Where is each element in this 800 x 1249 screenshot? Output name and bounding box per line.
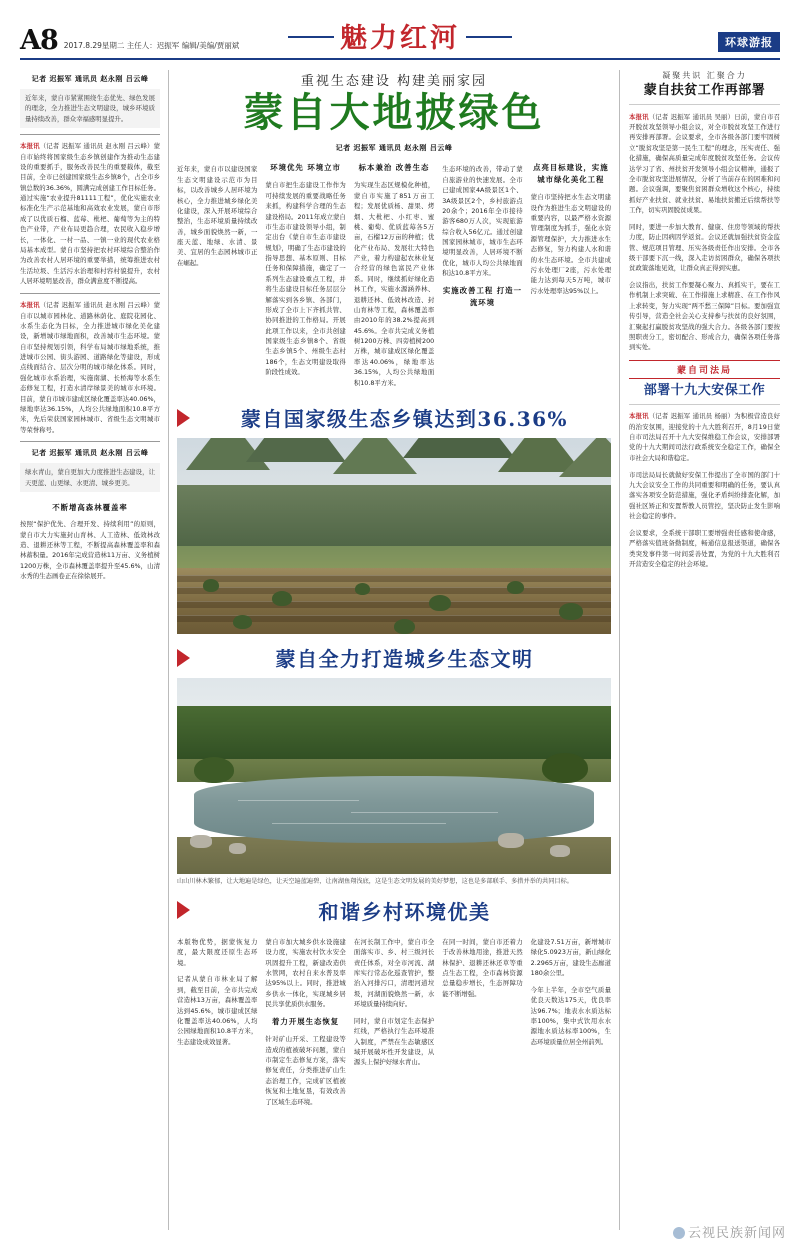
main-headline: 蒙自大地披绿色 [243, 89, 545, 136]
section-3-title: 和谐乡村环境优美 [318, 899, 491, 924]
main-article-columns [177, 158, 611, 394]
right-article-1-text-2: 同时，要进一步加大教育、健康、住房等领域的帮扶力度，防止因病因学返贫。会议还就加强扶贫资金监管、规范项目管理、压实各级责任作出安排。全市各级干部要下沉一线，深入走访贫困群众，确保各项扶贫政策落地见效，让群众真正得到实惠。 [629, 222, 780, 273]
section-1-title: 蒙自国家级生态乡镇达到36.36% [240, 407, 569, 432]
main-col-5-text: 蒙自市坚持把水生态文明建设作为推进生态文明建设的重要内容，以最严格水资源管理制度为抓手，强化水资源管理保护，大力推进水生态修复，努力构建人水和谐的水生态环境。全市共建成污水处理厂2座，污水处理能力达到每天5万吨，城市污水处理率达95%以上。 [530, 193, 612, 295]
left-article-1-text: 蒙自市始终将国家级生态乡镇创建作为推动生态建设的重要抓手，服务改善民生的重要载体，截至目前，全市已创建国家级生态乡镇8个，占全市乡镇总数的36.36%，圆满完成创建工作目标任务。通过实施“农业提升81111工程”，优化实施农业标准化生产示范基地和高效农业发展，蒙自市形成了以优质石榴、蓝莓、枇杷、葡萄等为主的特色产业带，产业布局更趋合理，农民收入稳步增长，一体化、一村一品、一镇一业的现代农业格局基本成型。蒙自市坚持把农村环境综合整治作为改善农村人居环境的重要举措，统筹推进农村生活垃圾、生活污水治理和村容村貌提升，农村人居环境明显改善，群众满意度不断提高。 [20, 142, 161, 286]
dateline-source: （记者 迟振军 通讯员 赵永刚 吕云峰） [39, 142, 154, 151]
photo-village-pond [177, 678, 611, 874]
byline-left-2: 记者 迟振军 通讯员 赵永刚 吕云峰 [31, 449, 149, 458]
page-body [20, 70, 780, 1230]
bottom-col-2-text-2: 针对矿山开采、工程建设等造成的植被破坏问题，蒙自市制定生态修复方案，落实修复责任，分类推进矿山生态治理工作，完成矿区植被恢复和土地复垦，有效改善了区域生态环境。 [265, 1035, 346, 1106]
bottom-col-1-text-2: 记者从蒙自市林业局了解到，截至目前，全市共完成营造林13万亩，森林覆盖率达到45.6%，城市建成区绿化覆盖率达40.06%，人均公园绿地面积10.8平方米，生态建设成效显著。 [177, 975, 258, 1046]
masthead [20, 18, 780, 60]
right-headline-1: 蒙自扶贫工作再部署 [643, 83, 766, 98]
right-article-1 [629, 112, 780, 216]
site-watermark [673, 1222, 786, 1241]
bottom-sub-1: 着力开展生态恢复 [272, 1016, 340, 1026]
red-arrow-icon [177, 649, 190, 667]
left-article-3-text: 按照“保护优先、合理开发、持续利用”的原则，蒙自市大力实施封山育林、人工造林、低效林改造、退耕还林等工程，不断提高森林覆盖率和森林蓄积量。2016年完成营造林11万亩、义务植树1200万株，全市森林覆盖率提升至45.6%，山清水秀的生态画卷正在徐徐展开。 [20, 520, 160, 581]
main-sub-1: 环境优先 环境立市 [270, 163, 341, 172]
photo-karst-hills [177, 438, 611, 634]
main-sub-4: 点亮目标建设，实施城市绿化美化工程 [533, 163, 609, 184]
left-subhead: 不断增高森林覆盖率 [52, 502, 128, 512]
byline-left-1: 记者 迟振军 通讯员 赵永刚 吕云峰 [31, 75, 149, 83]
dateline-label: 本报讯 [20, 301, 40, 310]
bottom-col-4 [442, 931, 522, 1114]
photo-2-caption: 山山川林木繁郁，让大地遍是绿色，让天空遍蓝遍碧，让南湖鱼翔浅底，这是生态文明发展的美好梦想，这也是多部联手、多措并举的共同目标。 [177, 878, 573, 886]
lead-left-1: 近年来，蒙自市紧紧围绕生态优先、绿色发展的理念，全力推进生态文明建设，城乡环境质量持续改善，群众幸福感明显提升。 [20, 89, 160, 128]
dateline-label: 本报讯 [20, 142, 40, 151]
right-article-1-text: 日前，蒙自市召开脱贫攻坚领导小组会议，对全市脱贫攻坚工作进行再安排再部署。会议要求，全市各级各部门要牢固树立“脱贫攻坚是第一民生工程”的理念，压实责任、强化措施，确保高质量完成年度脱贫攻坚任务。会议传达学习了省、州扶贫开发领导小组会议精神，通报了全市脱贫攻坚进展情况，分析了当前存在的困难和问题。会议强调，要聚焦贫困群众增收这个核心，持续抓好产业扶贫、就业扶贫、易地扶贫搬迁后续帮扶等工作，切实巩固脱贫成果。 [629, 112, 781, 215]
main-byline: 记者 迟振军 通讯员 赵永刚 吕云峰 [335, 144, 453, 152]
divider [20, 134, 160, 135]
divider [629, 404, 780, 405]
bottom-col-3-text: 在河长制工作中，蒙自市全面落实市、乡、村三级河长责任体系，对全市河流、湖库实行常态化巡查管护，整治入河排污口，清理河道垃圾，河湖面貌焕然一新，水环境质量持续向好。 [353, 937, 435, 1009]
right-article-2-text: 为积极营造良好的治安氛围，迎接党的十九大胜利召开，8月19日蒙自市司法局召开十九大安保维稳工作会议，安排部署党的十九大期间司法行政系统安全稳定工作，确保全市社会大局和谐稳定。 [629, 412, 781, 462]
main-col-2 [265, 158, 345, 394]
main-column [168, 70, 620, 1230]
section-banner-2 [177, 643, 611, 672]
bottom-article-columns [177, 931, 611, 1114]
main-lead: 近年来，蒙自市以建设国家生态文明建设示范市为目标，以改善城乡人居环境为核心，全力推进城乡绿化美化建设，深入开展环境综合整治，生态环境质量持续改善，城乡面貌焕然一新，一座天蓝、地绿、水清、景美、宜居的生态园林城市正在崛起。 [177, 165, 258, 267]
bottom-col-5-text-2: 今年上半年，全市空气质量优良天数达175天，优良率达96.7%；地表水水质达标率100%，集中式饮用水水源地水质达标率100%，生态环境质量位居全州前列。 [530, 985, 612, 1046]
section-banner-3 [177, 896, 611, 925]
divider [20, 441, 160, 442]
main-col-1 [177, 158, 257, 394]
bottom-col-2-text: 蒙自市加大城乡供水设施建设力度，实施农村饮水安全巩固提升工程，新建改造供水管网，农村自来水普及率达95%以上。同时，推进城乡供水一体化，实现城乡居民共享优质供水服务。 [265, 937, 346, 1009]
lead-left-2: 绿水青山，蒙自更加大力度推进生态建设，让天更蓝、山更绿、水更清、城乡更美。 [20, 463, 160, 492]
right-article-2 [629, 411, 780, 463]
dateline-label: 本报讯 [629, 412, 649, 421]
bottom-col-1 [177, 931, 257, 1114]
left-column [20, 70, 168, 1230]
bottom-col-3 [354, 931, 434, 1114]
section-2-title: 蒙自全力打造城乡生态文明 [275, 647, 534, 672]
right-kicker-1: 凝聚共识 汇聚合力 [662, 71, 747, 80]
page-folio: A8 [20, 25, 58, 56]
divider [629, 104, 780, 105]
right-column [620, 70, 780, 1230]
bottom-col-1-text: 本版物优势，据蒙恢复力度，最大限度还原生态环境。 [177, 937, 258, 967]
section-title: 魅力红河 [286, 16, 514, 55]
main-sub-2: 标本兼治 改善生态 [358, 163, 430, 172]
main-col-3-text: 为实现生态区规模化种植，蒙自市实施了851万亩工程；发展优质杨、甜果、烤烟、大枇杷、小红枣、蜜桃、葡萄、优质蓝莓各5万亩，石榴12万亩的种植；优化产业布局、发展壮大特色产业，着力构建起农林业复合经营的绿色富民产业体系。同时，继续抓好绿化造林工作，实施水源涵养林、退耕还林、低效林改造、封山育林等工程，森林覆盖率由2010年的38.2%提高到45.6%。全市共完成义务植树1200万株、四旁植树200万株，城市建成区绿化覆盖率达40.06%，绿地率达36.15%，人均公共绿地面积10.8平方米。 [353, 181, 435, 387]
left-article-2-text: 蒙自市以城市园林化、道路林荫化、庭院花园化、水系生态化为目标，全力推进城市绿化美化建设，新增城市绿地面积，改善城市生态环境。蒙自市坚持规划引领，科学布局城市绿地系统，推进城市公园、街头游园、道路绿化等建设，形成点线面结合、层次分明的城市绿化体系。同时，强化城市水系治理，实施南湖、长桥海等水系生态修复工程，打造水清岸绿景美的城市水环境。目前，蒙自市城市建成区绿化覆盖率达40.06%，绿地率达36.15%，人均公共绿地面积10.8平方米，先后荣获国家园林城市、省级生态文明城市等荣誉称号。 [20, 301, 161, 434]
dateline-source: （记者 迟振军 通讯员 杨丽） [648, 412, 735, 421]
main-col-4 [442, 158, 522, 394]
left-article-1 [20, 141, 160, 286]
dateline-source: （记者 迟振军 通讯员 吴丽） [648, 112, 735, 121]
main-col-5 [531, 158, 611, 394]
divider [20, 293, 160, 294]
right-article-2-text-3: 会议要求，全系统干部职工要增强责任感和使命感，严格落实值班备勤制度，畅通信息报送渠道，确保各类突发事件第一时间妥善处置，为党的十九大胜利召开营造安全稳定的社会环境。 [629, 528, 780, 568]
dateline-label: 本报讯 [629, 112, 649, 121]
watermark-logo-icon [673, 1227, 685, 1239]
bottom-col-4-text: 在同一时间，蒙自市还着力于改善林地用途，推进天然林保护、退耕还林还草等重点生态工程，全市森林资源总量稳步增长，生态屏障功能不断增强。 [442, 937, 523, 998]
red-arrow-icon [177, 409, 190, 427]
main-col-3 [354, 158, 434, 394]
red-arrow-icon [177, 901, 190, 919]
bottom-col-3-text-2: 同时，蒙自市划定生态保护红线，严格执行生态环境准入制度，严禁在生态敏感区域开展破坏性开发建设，从源头上保护好绿水青山。 [353, 1016, 435, 1067]
bottom-col-5 [531, 931, 611, 1114]
right-article-1-text-3: 会议指出，扶贫工作要凝心聚力、真抓实干，要在工作机制上求突破、在工作措施上求精准、在工作作风上求转变，努力实现“两不愁三保障”目标。要加强宣传引导，营造全社会关心支持参与扶贫的良好氛围，汇聚起打赢脱贫攻坚战的强大合力。各级各部门要按照职责分工，密切配合、形成合力，确保各项任务落到实处。 [629, 281, 780, 352]
dateline-source: （记者 迟振军 通讯员 赵永刚 吕云峰） [39, 301, 154, 310]
main-sub-3: 实施改善工程 打造一流环境 [442, 285, 522, 307]
newspaper-brand: 环球游报 [718, 32, 780, 52]
left-article-2 [20, 300, 160, 435]
right-headline-2: 部署十九大安保工作 [643, 382, 766, 398]
main-col-2-text: 蒙自市把生态建设工作作为可持续发展的重要战略任务来抓，构建科学合理的生态建设格局。2011年成立蒙自市生态市建设领导小组，制定出台《蒙自市生态市建设规划》，明确了生态市建设的指导思想、基本原则、目标任务和保障措施，确定了一系列生态建设重点工程，并将生态建设目标任务层层分解落实到各乡镇、各部门，形成了全市上下齐抓共管、协同推进的工作格局。开展此项工作以来，全市共创建国家级生态乡镇8个、省级生态乡镇5个、州级生态村186个，生态文明建设取得阶段性成效。 [265, 181, 346, 377]
bottom-col-2 [265, 931, 345, 1114]
main-kicker: 重视生态建设 构建美丽家园 [300, 74, 488, 89]
watermark-text: 云视民族新闻网 [687, 1226, 786, 1241]
section-banner-1 [177, 403, 611, 432]
department-band: 蒙自司法局 [629, 360, 780, 379]
main-col-4-text: 生态环境的改善，带动了蒙自旅游业的快速发展。全市已建成国家4A级景区1个、3A级景区2个，乡村旅游点20余个；2016年全市接待游客680万人次，实现旅游综合收入56亿元。通过创建国家园林城市，城市生态环境明显改善，人居环境不断优化，城市人均公共绿地面积达10.8平方米。 [442, 165, 523, 278]
right-article-2-text-2: 市司法局局长就做好安保工作提出了全市国的部门十九大会议安全工作的共同重要和明确的任务，要认真落实各项安全防范措施，强化矛盾纠纷排查化解，加强社区矫正和安置帮教人员管控，坚决防止发生影响社会稳定的事件。 [629, 470, 780, 521]
issue-meta: 2017.8.29星期二 主任人：迟振军 编辑/美编/贾丽斌 [63, 41, 240, 50]
bottom-col-5-text: 化建设7.51万亩，新增城市绿化5.0923万亩，新山绿化2.2965万亩，建设生态廊道180余公里。 [530, 937, 612, 978]
